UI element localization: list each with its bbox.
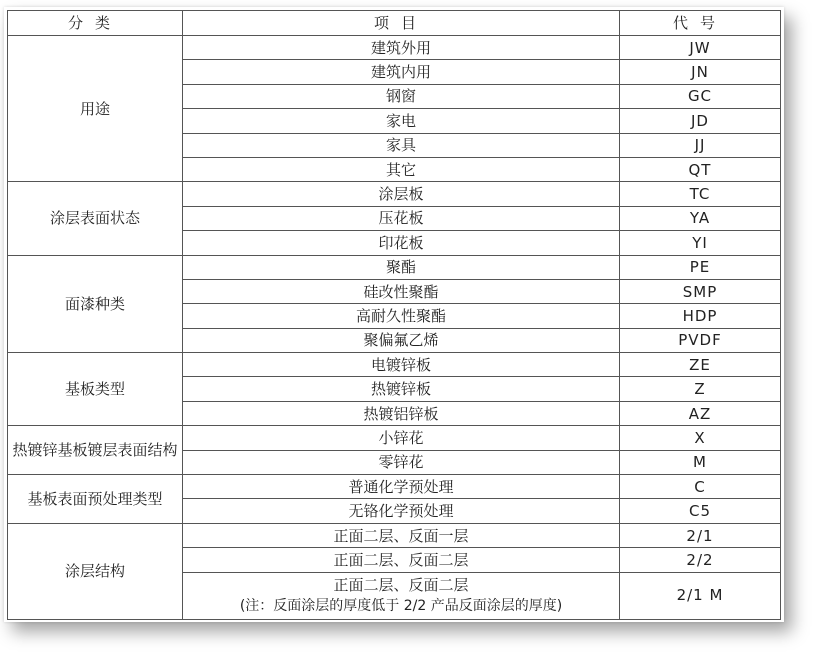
item-cell: 印花板 <box>183 231 620 255</box>
category-cell: 用途 <box>8 36 183 182</box>
item-cell <box>183 572 620 619</box>
item-cell: 涂层板 <box>183 182 620 206</box>
table-row <box>8 426 781 450</box>
code-cell: C5 <box>620 499 781 523</box>
item-cell: 其它 <box>183 157 620 181</box>
code-cell: JD <box>620 109 781 133</box>
code-cell: YA <box>620 206 781 230</box>
code-cell: X <box>620 426 781 450</box>
category-cell: 热镀锌基板镀层表面结构 <box>8 426 183 475</box>
item-cell: 热镀锌板 <box>183 377 620 401</box>
code-cell: 2/1 <box>620 523 781 547</box>
code-cell: JN <box>620 60 781 84</box>
code-cell: JJ <box>620 133 781 157</box>
item-cell: 家电 <box>183 109 620 133</box>
item-cell: 建筑内用 <box>183 60 620 84</box>
item-cell: 聚酯 <box>183 255 620 279</box>
table-row <box>8 353 781 377</box>
code-cell: Z <box>620 377 781 401</box>
code-cell: 2/1 M <box>620 572 781 619</box>
item-cell: 硅改性聚酯 <box>183 279 620 303</box>
category-cell: 基板表面预处理类型 <box>8 475 183 524</box>
code-cell: HDP <box>620 304 781 328</box>
code-cell: QT <box>620 157 781 181</box>
item-cell: 普通化学预处理 <box>183 475 620 499</box>
item-cell: 电镀锌板 <box>183 353 620 377</box>
item-cell: 正面二层、反面二层 <box>183 548 620 572</box>
code-cell: C <box>620 475 781 499</box>
table-row <box>8 475 781 499</box>
code-cell: GC <box>620 84 781 108</box>
item-cell: 钢窗 <box>183 84 620 108</box>
item-cell: 热镀铝锌板 <box>183 401 620 425</box>
classification-table <box>7 10 781 620</box>
category-cell: 涂层结构 <box>8 523 183 619</box>
code-cell: SMP <box>620 279 781 303</box>
code-cell: JW <box>620 36 781 60</box>
header-row <box>8 11 781 36</box>
table-card <box>4 7 784 622</box>
item-note: (注：反面涂层的厚度低于 2/2 产品反面涂层的厚度) <box>239 597 563 614</box>
code-cell: YI <box>620 231 781 255</box>
category-cell: 涂层表面状态 <box>8 182 183 255</box>
table-row <box>8 255 781 279</box>
table-body <box>8 36 781 620</box>
code-cell: ZE <box>620 353 781 377</box>
item-text: 正面二层、反面二层 <box>333 575 469 594</box>
item-cell: 高耐久性聚酯 <box>183 304 620 328</box>
item-cell: 聚偏氟乙烯 <box>183 328 620 352</box>
code-cell: TC <box>620 182 781 206</box>
item-cell: 小锌花 <box>183 426 620 450</box>
header-category: 分类 <box>8 11 183 36</box>
table-row <box>8 523 781 547</box>
category-cell: 面漆种类 <box>8 255 183 353</box>
code-cell: 2/2 <box>620 548 781 572</box>
code-cell: AZ <box>620 401 781 425</box>
item-cell: 建筑外用 <box>183 36 620 60</box>
item-cell: 无铬化学预处理 <box>183 499 620 523</box>
header-item: 项目 <box>183 11 620 36</box>
code-cell: PVDF <box>620 328 781 352</box>
code-cell: M <box>620 450 781 474</box>
table-row <box>8 36 781 60</box>
item-cell: 家具 <box>183 133 620 157</box>
category-cell: 基板类型 <box>8 353 183 426</box>
table-row <box>8 182 781 206</box>
item-cell: 零锌花 <box>183 450 620 474</box>
item-cell: 正面二层、反面一层 <box>183 523 620 547</box>
item-cell: 压花板 <box>183 206 620 230</box>
code-cell: PE <box>620 255 781 279</box>
header-code: 代号 <box>620 11 781 36</box>
